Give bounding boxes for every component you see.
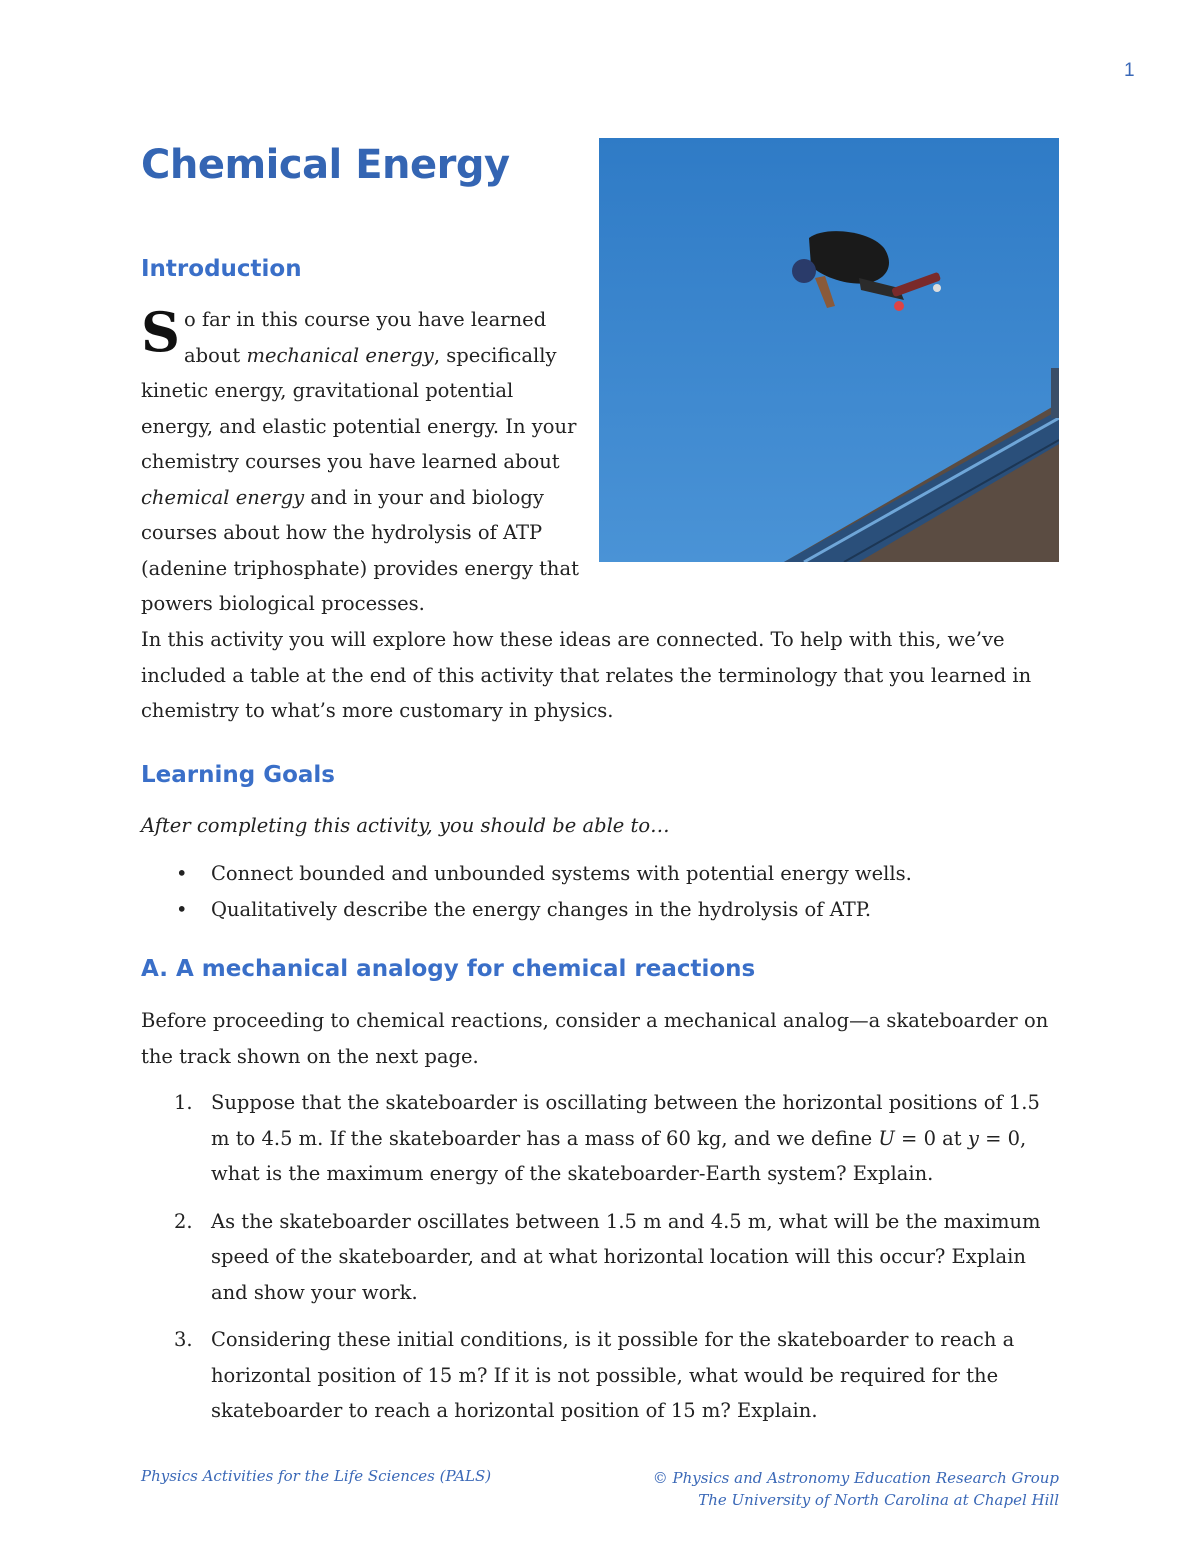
page-title: Chemical Energy: [141, 142, 510, 188]
question-text: Considering these initial conditions, is it possible for the skateboarder to reach a horizontal position of 15 m? If it is not possible, what would be required for the skateboarder to reach a horizontal position of 15 m? Explain.: [211, 1328, 1015, 1422]
question-number: 1.: [174, 1091, 193, 1114]
intro-text-part: , specifically kinetic energy, gravitational potential energy, and elastic potential energy. In your chemistry courses you have learned about: [141, 343, 577, 473]
page-number: 1: [1124, 60, 1135, 81]
question-text-part: = 0 at: [894, 1126, 968, 1150]
variable-u: U: [878, 1126, 895, 1150]
variable-y: y: [967, 1126, 979, 1150]
skateboarder-photo: [599, 138, 1059, 562]
introduction-continued: In this activity you will explore how these ideas are connected. To help with this, we’ve included a table at the end of this activity that relates the terminology that you learned in chemistry to what’s more customary in physics.: [141, 628, 1032, 722]
question-number: 2.: [174, 1209, 193, 1233]
footer-copyright-line1: © Physics and Astronomy Education Research Group: [652, 1469, 1059, 1487]
intro-text-part: and in your and biology courses about how the hydrolysis of ATP (adenine triphosphate) provides energy that powers biological processes.: [141, 485, 579, 615]
question-item: [141, 1204, 1061, 1311]
learning-goals-list: [141, 856, 1061, 927]
term-mechanical-energy: mechanical energy: [246, 343, 434, 367]
learning-goal-item: • Connect bounded and unbounded systems with potential energy wells.: [141, 856, 1061, 892]
question-item: [141, 1322, 1061, 1429]
question-text: As the skateboarder oscillates between 1.5 m and 4.5 m, what will be the maximum speed of the skateboarder, and at what horizontal location will this occur? Explain and show your work.: [211, 1209, 1041, 1304]
learning-goals-heading: Learning Goals: [141, 762, 335, 788]
term-chemical-energy: chemical energy: [141, 485, 305, 509]
section-a-intro: Before proceeding to chemical reactions, consider a mechanical analog—a skateboarder on the track shown on the next page.: [141, 1009, 1049, 1068]
question-number: 3.: [174, 1328, 193, 1351]
intro-text-part: o far in this course you have learned about: [184, 308, 547, 367]
question-text-part: = 0, what is the maximum energy of the skateboarder-Earth system? Explain.: [211, 1126, 1027, 1185]
footer-copyright-line2: The University of North Carolina at Chapel Hill: [698, 1491, 1059, 1509]
section-a-heading: A. A mechanical analogy for chemical reactions: [141, 956, 756, 982]
question-text-part: Suppose that the skateboarder is oscillating between the horizontal positions of 1.5 m to 4.5 m. If the skateboarder has a mass of 60 kg, and we define: [211, 1091, 1040, 1150]
drop-cap: S: [141, 300, 180, 364]
question-item: [141, 1085, 1061, 1192]
learning-goal-item: • Qualitatively describe the energy changes in the hydrolysis of ATP.: [141, 892, 1061, 928]
introduction-paragraph: [141, 302, 581, 622]
introduction-heading: Introduction: [141, 256, 302, 282]
footer-copyright: [653, 1467, 1059, 1511]
questions-list: [141, 1085, 1061, 1441]
learning-goals-intro: After completing this activity, you should be able to…: [141, 814, 670, 837]
footer-course-name: Physics Activities for the Life Sciences (PALS): [141, 1467, 492, 1485]
